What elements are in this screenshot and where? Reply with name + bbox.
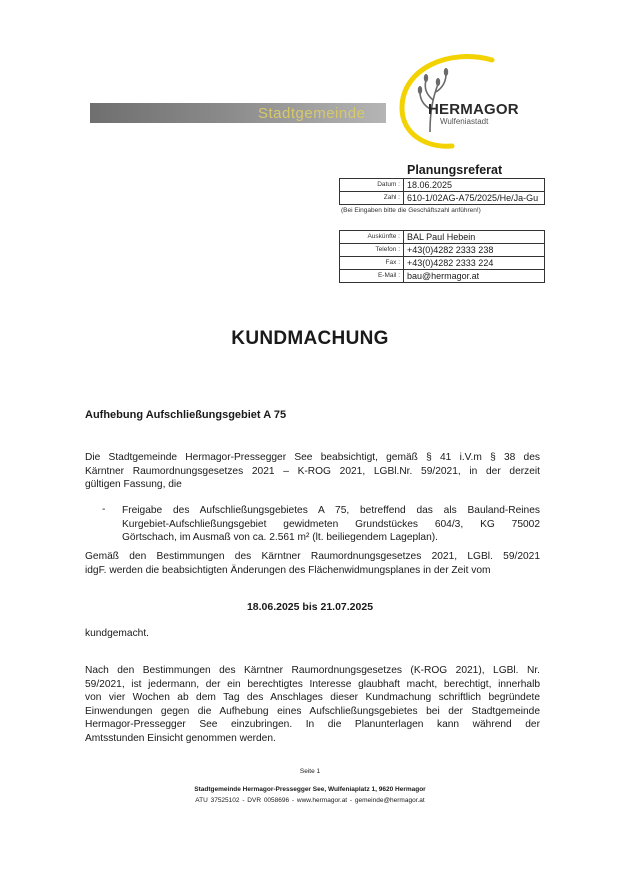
reference-box (339, 178, 545, 205)
document-subject: Aufhebung Aufschließungsgebiet A 75 (85, 409, 287, 421)
logo-subtitle: Wulfeniastadt (440, 117, 489, 126)
text-line: Hermagor-Pressegger See einzubringen. In die Planunterlagen kann während der (85, 719, 540, 730)
datum-label: Datum : (340, 179, 404, 192)
logo-name: HERMAGOR (428, 101, 519, 118)
fax-label: Fax : (340, 257, 404, 270)
text-line: idgF. werden die beabsichtigten Änderungen des Flächenwidmungsplanes in der Zeit vom (85, 564, 491, 576)
text-line: 59/2021, ist jedermann, der ein berechtigtes Interesse glaubhaft macht, berechtigt, innerhalb (85, 678, 540, 690)
intro-paragraph (85, 451, 540, 492)
text-line: Kärntner Raumordnungsgesetzes 2021 – K-ROG 2021, LGBl.Nr. 59/2021, in der derzeit (85, 465, 540, 477)
contact-box (339, 230, 545, 283)
announced-text: kundgemacht. (85, 628, 149, 639)
auskunft-label: Auskünfte : (340, 231, 404, 244)
telefon-value: +43(0)4282 2333 238 (404, 244, 545, 257)
zahl-value: 610-1/02AG-A75/2025/He/Ja-Gu (404, 192, 545, 205)
banner-text: Stadtgemeinde (258, 105, 366, 122)
telefon-row (340, 244, 545, 257)
auskunft-row (340, 231, 545, 244)
text-line: Kurgebiet-Aufschließungsgebiet gewidmeten Grundstückes 604/3, KG 75002 (122, 518, 540, 530)
zahl-label: Zahl : (340, 192, 404, 205)
text-line: von vier Wochen ab dem Tag des Anschlages dieser Kundmachung schriftlich begründete (85, 692, 540, 703)
text-line: Einwendungen gegen die Aufhebung eines Aufschließungsgebietes bei der Stadtgemeinde (85, 705, 540, 717)
email-value: bau@hermagor.at (404, 270, 545, 283)
text-line: Görtschach, im Ausmaß von ca. 2.561 m² (lt. beiliegendem Lageplan). (122, 532, 438, 543)
fax-value: +43(0)4282 2333 224 (404, 257, 545, 270)
email-label: E-Mail : (340, 270, 404, 283)
zahl-row (340, 192, 545, 205)
publication-dates: 18.06.2025 bis 21.07.2025 (246, 601, 374, 613)
department-title: Planungsreferat (407, 163, 503, 177)
text-line: Gemäß den Bestimmungen des Kärntner Raumordnungsgesetzes 2021, LGBl. 59/2021 (85, 551, 540, 562)
text-line: Nach den Bestimmungen des Kärntner Raumordnungsgesetzes (K-ROG 2021), LGBl. Nr. (85, 665, 540, 676)
objection-paragraph (85, 664, 540, 745)
datum-value: 18.06.2025 (407, 180, 453, 190)
footer-address: Stadtgemeinde Hermagor-Pressegger See, Wulfeniaplatz 1, 9620 Hermagor (194, 786, 426, 793)
reference-hint: (Bei Eingaben bitte die Geschäftszahl anführen!) (341, 207, 481, 214)
datum-row (340, 179, 545, 192)
email-row (340, 270, 545, 283)
text-line: Freigabe des Aufschließungsgebietes A 75, betreffend das als Bauland-Reines (122, 505, 540, 516)
bullet-dash: - (102, 504, 106, 515)
auskunft-value: BAL Paul Hebein (407, 232, 476, 242)
footer-contacts: ATU 37525102 - DVR 0058696 - www.hermagor.at - gemeinde@hermagor.at (195, 797, 425, 804)
period-paragraph (85, 550, 540, 577)
hermagor-logo-icon (380, 50, 550, 150)
fax-row (340, 257, 545, 270)
bullet-paragraph (122, 504, 540, 545)
telefon-label: Telefon : (340, 244, 404, 257)
text-line: Amtsstunden Einsicht genommen werden. (85, 732, 276, 744)
text-line: gültigen Fassung, die (85, 479, 182, 490)
document-title: KUNDMACHUNG (231, 328, 389, 349)
text-line: Die Stadtgemeinde Hermagor-Pressegger See beabsichtigt, gemäß § 41 i.V.m § 38 des (85, 452, 540, 463)
page-number: Seite 1 (299, 768, 321, 775)
